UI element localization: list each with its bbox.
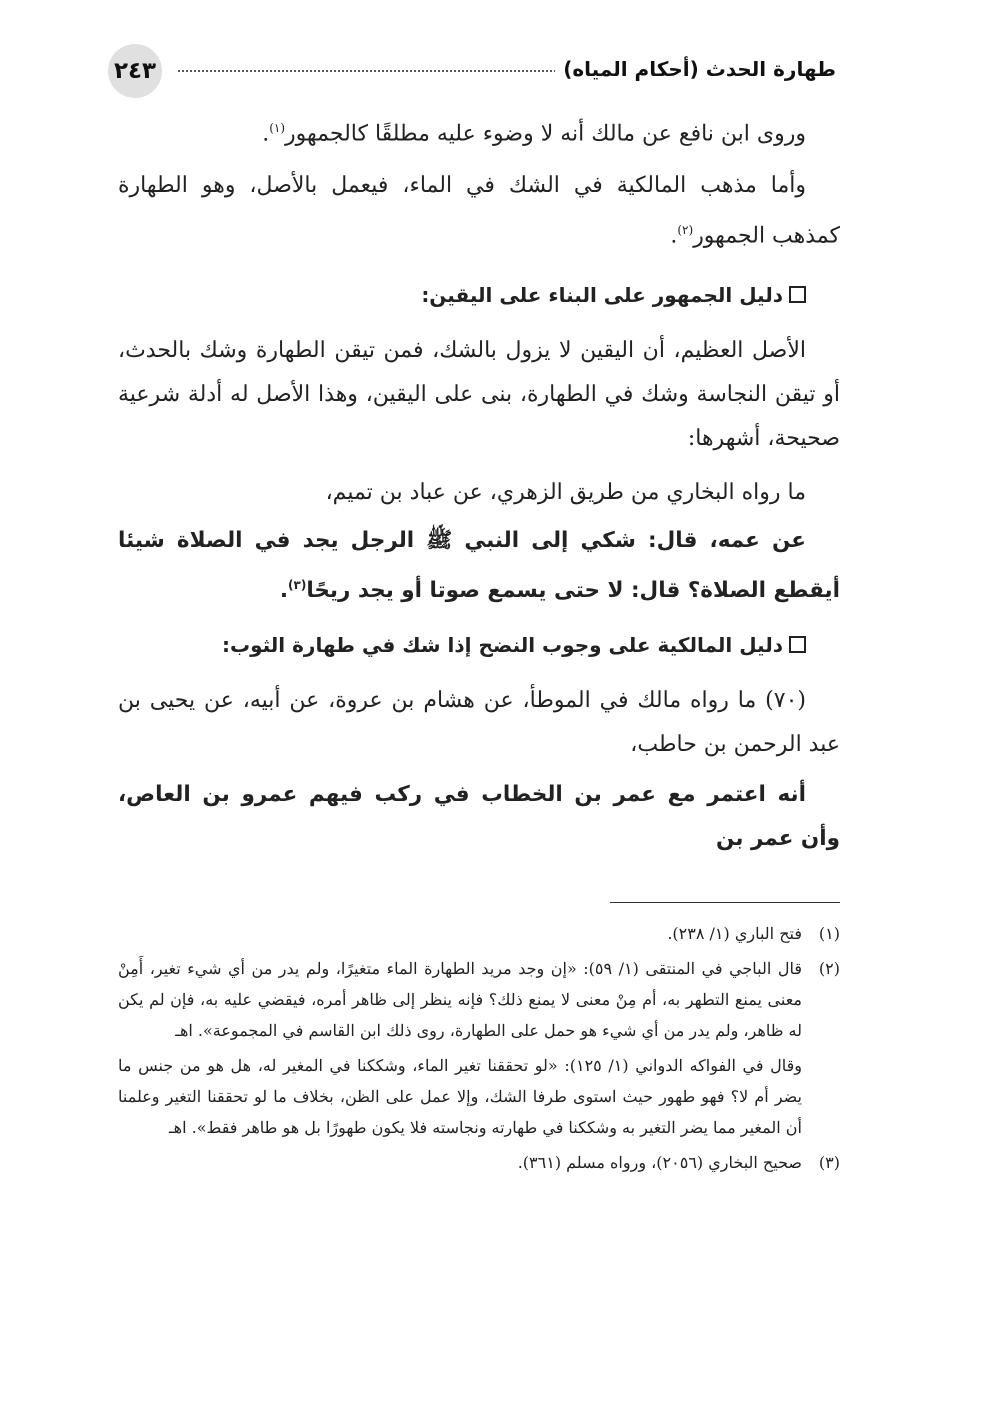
footnote-ref-3[interactable]: (٣) — [288, 577, 307, 592]
paragraph-1: وروى ابن نافع عن مالك أنه لا وضوء عليه مطلقًا كالجمهور$^{(١)}$. — [262, 121, 806, 147]
footnote-text: فتح الباري (١/ ٢٣٨). — [667, 924, 802, 943]
checkbox-icon — [789, 286, 806, 303]
footnote-ref-1[interactable]: (١) — [269, 121, 286, 135]
footnote-2 — [118, 953, 840, 1046]
running-title: طهارة الحدث (أحكام المياه) — [555, 52, 844, 86]
section-heading-2: دليل المالكية على وجوب النضح إذا شك في طهارة الثوب: — [118, 623, 840, 667]
checkbox-icon — [789, 636, 806, 653]
footnote-number: (٣) — [818, 1153, 840, 1172]
footnote-separator — [610, 902, 840, 903]
paragraph-6: (٧٠) ما رواه مالك في الموطأ، عن هشام بن عروة، عن أبيه، عن يحيى بن عبد الرحمن بن حاطب، — [118, 687, 840, 757]
footnote-text: صحيح البخاري (٢٠٥٦)، ورواه مسلم (٣٦١). — [517, 1153, 802, 1172]
paragraph-4: ما رواه البخاري من طريق الزهري، عن عباد بن تميم، — [325, 479, 806, 505]
footnote-number: (١) — [818, 924, 840, 943]
hadith-text: عن عمه، قال: شكي إلى النبي ﷺ الرجل يجد في الصلاة شيئا أيقطع الصلاة؟ قال: لا حتى يسمع صوتا أو يجد ريحًا$^{(٣)}$. — [118, 527, 840, 603]
footnote-text: قال الباجي في المنتقى (١/ ٥٩): «إن وجد مريد الطهارة الماء متغيرًا، ولم يدر من أي شيء تغير، أَمِنْ معنى يمنع التطهر به، أم مِنْ معنى لا يمنع ذلك؟ فإنه ينظر إلى ظاهر أمره، فيقضي عليه به، فإن لم يكن له ظاهر، ولم يدر من أي شيء هو حمل على الطهارة، روى ذلك ابن القاسم في المجموعة». اهـ — [118, 959, 803, 1040]
footnote-2-continuation: وقال في الفواكه الدواني (١/ ١٢٥): «لو تحققنا تغير الماء، وشككنا في المغير له، هل هو من جنس ما يضر أم لا؟ فهو طهور حيث استوى طرفا الشك، وإلا عمل على الظن، بخلاف ما لو تحققنا التغير وعلمنا أن المغير مما يضر التغير به وشككنا في طهارته ونجاسته فلا يكون طهورًا بل هو طاهر فقط». اهـ — [118, 1056, 803, 1137]
paragraph-7: أنه اعتمر مع عمر بن الخطاب في ركب فيهم عمرو بن العاص، وأن عمر بن — [118, 781, 840, 851]
paragraph-3: الأصل العظيم، أن اليقين لا يزول بالشك، فمن تيقن الطهارة وشك بالحدث، أو تيقن النجاسة وشك في الطهارة، بنى على اليقين، وهذا الأصل له أدلة شرعية صحيحة، أشهرها: — [118, 337, 840, 451]
footnote-1 — [118, 918, 840, 949]
footnote-number: (٢) — [818, 959, 840, 978]
page-number: ٢٤٣ — [108, 44, 162, 98]
section-heading-1: دليل الجمهور على البناء على اليقين: — [118, 273, 840, 317]
footnote-3 — [118, 1147, 840, 1178]
footnotes — [118, 918, 840, 1178]
main-text — [118, 106, 840, 861]
paragraph-2: وأما مذهب المالكية في الشك في الماء، فيعمل بالأصل، وهو الطهارة كمذهب الجمهور$^{(٢)}$. — [118, 173, 840, 249]
footnote-ref-2[interactable]: (٢) — [677, 223, 694, 238]
